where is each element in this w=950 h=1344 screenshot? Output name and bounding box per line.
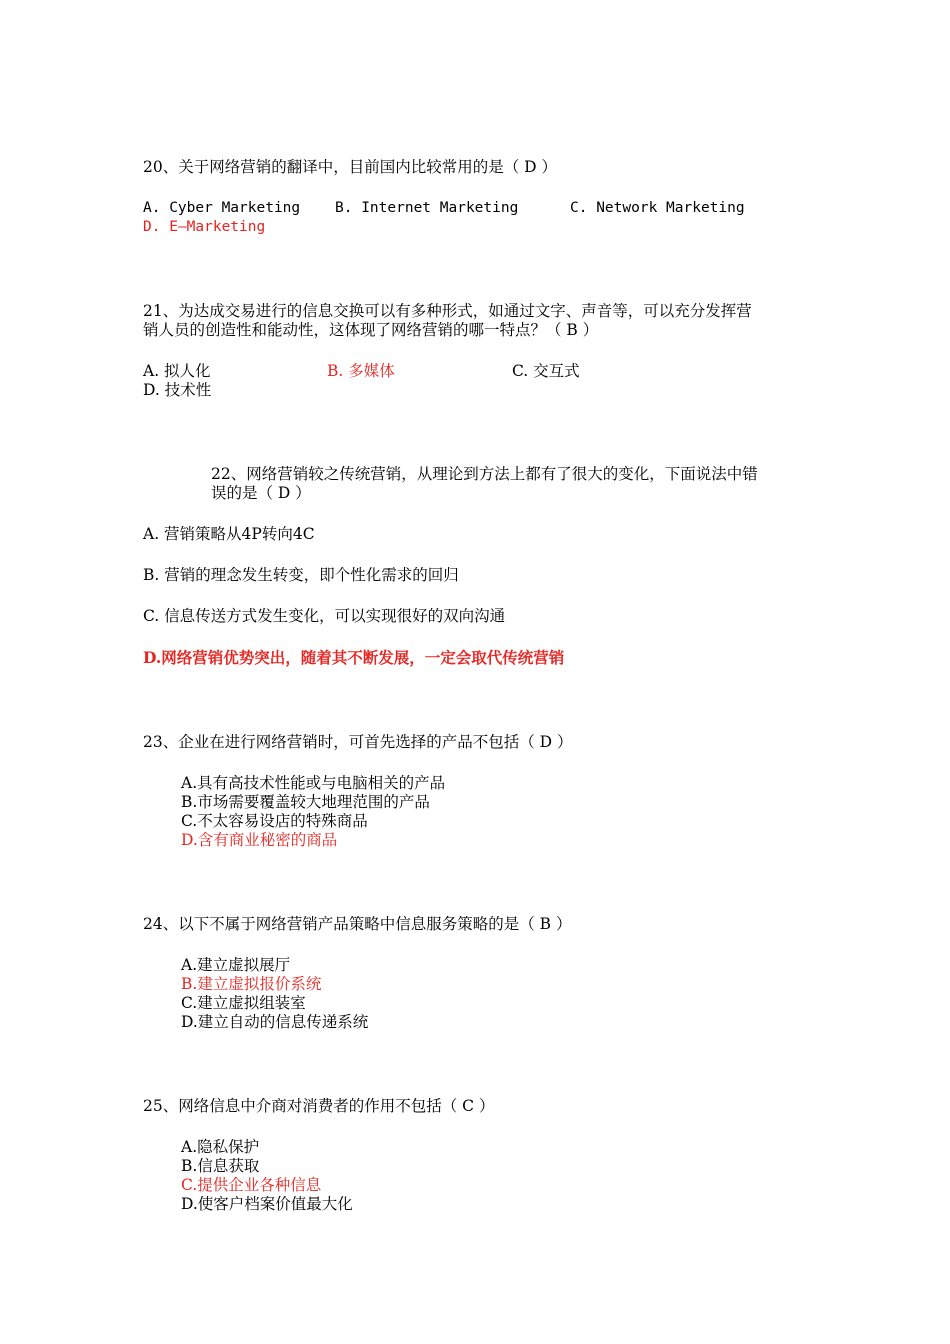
- option-d: D. 技术性: [143, 381, 212, 399]
- question-stem: 24、以下不属于网络营销产品策略中信息服务策略的是（ B ）: [143, 915, 572, 933]
- question-stem-line-2: 销人员的创造性和能动性，这体现了网络营销的哪一特点？（ B ）: [143, 321, 599, 339]
- options: [143, 199, 803, 237]
- option-c-answer: C.提供企业各种信息: [181, 1176, 322, 1194]
- option-d-answer: D.含有商业秘密的商品: [181, 831, 338, 849]
- option-b: B. 营销的理念发生转变，即个性化需求的回归: [143, 566, 459, 584]
- option-c: C. 交互式: [512, 362, 580, 380]
- question-stem: 25、网络信息中介商对消费者的作用不包括（ C ）: [143, 1097, 495, 1115]
- option-d: D.建立自动的信息传递系统: [181, 1013, 369, 1031]
- question-20: [143, 158, 803, 237]
- question-21: [143, 302, 803, 400]
- option-c: C.不太容易设店的特殊商品: [181, 812, 368, 830]
- option-a: A. 营销策略从4P转向4C: [143, 525, 315, 543]
- option-d: D.使客户档案价值最大化: [181, 1195, 353, 1213]
- option-a: A. 拟人化: [143, 362, 211, 380]
- options: [143, 525, 803, 667]
- options: [143, 774, 803, 850]
- option-a: A.建立虚拟展厅: [181, 956, 291, 974]
- options: [143, 1138, 803, 1214]
- question-stem-line-2: 误的是（ D ）: [211, 484, 311, 502]
- question-stem: 23、企业在进行网络营销时，可首先选择的产品不包括（ D ）: [143, 733, 573, 751]
- option-a: A.隐私保护: [181, 1138, 260, 1156]
- question-stem: 20、关于网络营销的翻译中，目前国内比较常用的是（ D ）: [143, 158, 558, 176]
- option-c: C.建立虚拟组装室: [181, 994, 306, 1012]
- option-b: B.信息获取: [181, 1157, 260, 1175]
- question-25: [143, 1097, 803, 1214]
- options: [143, 956, 803, 1032]
- option-a: A. Cyber Marketing: [143, 200, 301, 216]
- question-stem-line-1: 21、为达成交易进行的信息交换可以有多种形式，如通过文字、声音等，可以充分发挥营: [143, 302, 752, 320]
- option-a: A.具有高技术性能或与电脑相关的产品: [181, 774, 446, 792]
- option-b: B.市场需要覆盖较大地理范围的产品: [181, 793, 430, 811]
- question-23: [143, 733, 803, 850]
- option-d-answer: D. E—Marketing: [143, 219, 266, 235]
- question-stem-line-1: 22、网络营销较之传统营销，从理论到方法上都有了很大的变化，下面说法中错: [211, 465, 758, 483]
- question-24: [143, 915, 803, 1032]
- option-b-answer: B.建立虚拟报价系统: [181, 975, 322, 993]
- question-22: [143, 465, 803, 689]
- option-c: C. Network Marketing: [570, 200, 745, 216]
- option-b: B. Internet Marketing: [335, 200, 519, 216]
- options: [143, 362, 803, 400]
- option-c: C. 信息传送方式发生变化，可以实现很好的双向沟通: [143, 607, 506, 625]
- option-b-answer: B. 多媒体: [327, 362, 395, 380]
- option-d-answer: D.网络营销优势突出，随着其不断发展，一定会取代传统营销: [143, 648, 565, 667]
